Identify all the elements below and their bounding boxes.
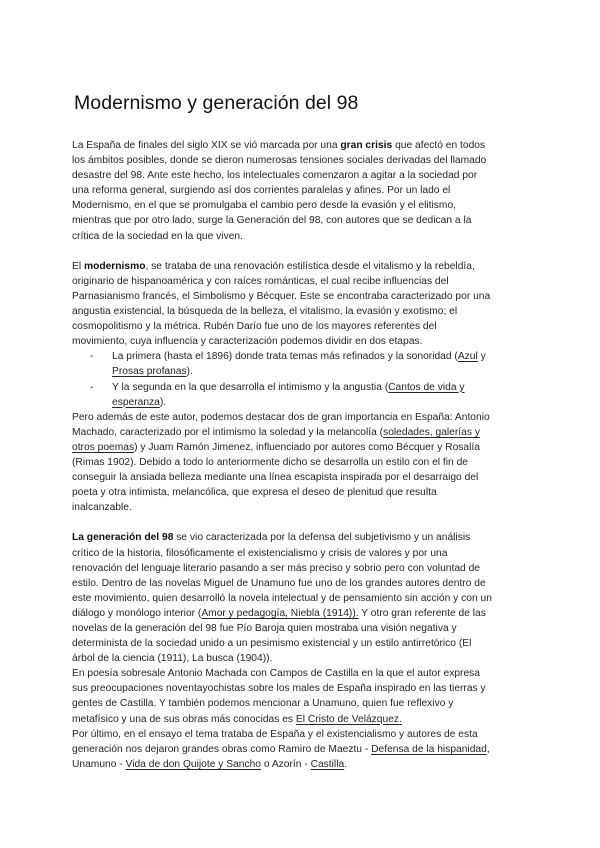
paragraph-line: Modernismo, en el que se promulgaba el cambio pero desde la evasión y el elitismo, — [72, 200, 457, 212]
document-body — [72, 138, 527, 772]
link-vida-de-don-quijote[interactable]: Vida de don Quijote y Sancho — [125, 758, 261, 770]
paragraph-line: cosmopolitismo y la métrica. Rubén Darío fue uno de los mayores referentes del — [72, 321, 437, 333]
text-run: ). — [186, 366, 193, 378]
paragraph-line — [72, 712, 527, 727]
paragraph-line: renovación del lenguaje literario pasando a ser más preciso y sobrio pero con voluntad de — [72, 562, 480, 574]
text-run: La primera (hasta el 1896) donde trata temas más refinados y la sonoridad ( — [112, 351, 458, 363]
text-run: , se trataba de una renovación estilística desde el vitalismo y la rebeldía, — [145, 260, 475, 272]
page-title: Modernismo y generación del 98 — [74, 92, 359, 114]
paragraph-line — [72, 259, 527, 274]
text-run: se vio caracterizada por la defensa del subjetivismo y un análisis — [173, 532, 471, 544]
paragraph-line: movimiento, cuya influencia y caracterización podemos dividir en dos etapas. — [72, 336, 423, 348]
link-defensa-de-la-hispanidad[interactable]: Defensa de la hispanidad — [371, 743, 487, 755]
text-run: diálogo y monólogo interior ( — [72, 607, 202, 619]
bold-text-gran-crisis: gran crisis — [340, 140, 393, 151]
link-amor-y-pedagogia[interactable]: Amor y pedagogía, Niebla (1914)). — [201, 607, 359, 619]
paragraph-line — [72, 530, 527, 545]
paragraph-line: desastre del 98. Ante este hecho, los intelectuales comenzaron a agitar a la sociedad por — [72, 170, 478, 182]
link-cantos-de-vida[interactable]: Cantos de vida y — [388, 381, 465, 393]
paragraph-spacer — [72, 515, 527, 530]
paragraph-line: mientras que por otro lado, surge la Generación del 98, con autores que se dedican a la — [72, 215, 472, 227]
text-run: , — [486, 743, 490, 755]
paragraph-line — [72, 742, 527, 757]
text-run: Unamuno - — [72, 758, 126, 770]
paragraph-line: poeta y otra intimista, melancólica, que expresa el deseo de plenitud que resulta — [72, 487, 437, 499]
paragraph-line: originario de hispanoamérica y con raíces románticas, el cual recibe influencias del — [72, 275, 449, 287]
bold-text-modernismo: modernismo — [83, 260, 146, 272]
link-castilla[interactable]: Castilla — [310, 758, 345, 770]
paragraph-line: estilo. Dentro de las novelas Miguel de Unamuno fue uno de los grandes autores dentro de — [72, 577, 486, 589]
paragraph-line — [72, 425, 527, 440]
paragraph-line: inalcanzable. — [72, 502, 132, 514]
paragraph-line: este movimiento, quien desarrolló la novela intelectual y de pensamiento sin acción y con un — [72, 592, 492, 604]
paragraph-line — [72, 757, 527, 772]
paragraph-line: una reforma general, surgiendo así dos corrientes paralelas y afines. Por un lado el — [72, 185, 451, 197]
paragraph-line: sus preocupaciones noventayochistas sobre los males de España inspirado en las tierras y — [72, 683, 486, 695]
paragraph-line — [72, 138, 527, 153]
bold-text-generacion-98: La generación del 98 — [72, 532, 174, 544]
list-item-continuation — [72, 364, 527, 379]
link-esperanza[interactable]: esperanza — [112, 396, 160, 408]
paragraph-line: novelas de la generación del 98 fue Pío Baroja quien mostraba una visión negativa y — [72, 623, 457, 634]
paragraph-line: angustia existencial, la búsqueda de la belleza, el vitalismo, la evasión y exotismo; el — [72, 306, 458, 318]
paragraph-line: árbol de la ciencia (1911), La busca (1904)). — [72, 653, 273, 665]
list-item — [72, 380, 527, 395]
paragraph-line: (Rimas 1902). Debido a todo lo anteriormente dicho se desarrolla un estilo con el fin de — [72, 456, 468, 468]
paragraph-line: crítico de la historia, filosóficamente el existencialismo y crisis de valores y por una — [72, 547, 448, 559]
link-el-cristo-de-velazquez[interactable]: El Cristo de Velázquez. — [295, 713, 402, 725]
list-item-continuation — [72, 395, 527, 410]
link-otros-poemas[interactable]: otros poemas — [72, 441, 135, 453]
text-run: Y la segunda en la que desarrolla el intimismo y la angustia ( — [112, 381, 389, 393]
link-prosas-profanas[interactable]: Prosas profanas — [112, 366, 187, 378]
paragraph-line — [72, 440, 527, 455]
paragraph-line: Por último, en el ensayo el tema trataba de España y el existencialismo y autores de esta — [72, 728, 478, 740]
text-run: Y otro gran referente de las — [358, 607, 486, 619]
text-run: Machado, caracterizado por el intimismo la soledad y la melancolía ( — [72, 426, 384, 438]
text-run: ). — [159, 396, 167, 408]
paragraph-line: gentes de Castilla. Y también podemos mencionar a Unamuno, quien fue reflexivo y — [72, 698, 454, 710]
paragraph-spacer — [72, 244, 527, 259]
paragraph-line: Parnasianismo francés, el Simbolismo y Bécquer. Este se encontraba caracterizado por una — [72, 290, 491, 302]
text-run: que afectó en todos — [392, 140, 486, 151]
list-item — [72, 349, 527, 364]
paragraph-line: En poesía sobresale Antonio Machada con Campos de Castilla en la que el autor expresa — [72, 668, 480, 680]
link-azul[interactable]: Azul — [457, 351, 478, 363]
paragraph-line: conseguir la ansiada belleza mediante una línea escapista inspirada por el desarraigo del — [72, 472, 479, 484]
paragraph-line — [72, 606, 527, 621]
text-run: metafísico y una de sus obras más conocidas es — [72, 713, 296, 725]
text-run: El — [72, 260, 84, 272]
paragraph-line: determinista de la sociedad unido a un pesimismo existencial y un estilo antirretórico (El — [72, 638, 472, 650]
bullet-dash: - — [90, 381, 94, 393]
paragraph-line: los ámbitos posibles, donde se dieron numerosas tensiones sociales derivadas del llamado — [72, 155, 487, 167]
paragraph-line: Pero además de este autor, podemos destacar dos de gran importancia en España: Antonio — [72, 411, 490, 423]
text-run: generación nos dejaron grandes obras como Ramiro de Maeztu - — [72, 743, 372, 755]
paragraph-line: crítica de la sociedad en la que viven. — [72, 230, 243, 242]
text-run: o Azorín - — [261, 758, 311, 770]
text-run: La España de finales del siglo XIX se vió marcada por una — [72, 140, 341, 151]
text-run: ) y Juam Ramón Jimenez, influenciado por autores como Bécquer y Rosalía — [134, 441, 480, 453]
text-run: . — [344, 758, 348, 770]
link-soledades[interactable]: soledades, galerías y — [383, 426, 480, 438]
text-run: y — [477, 351, 486, 363]
bullet-dash: - — [90, 351, 94, 363]
